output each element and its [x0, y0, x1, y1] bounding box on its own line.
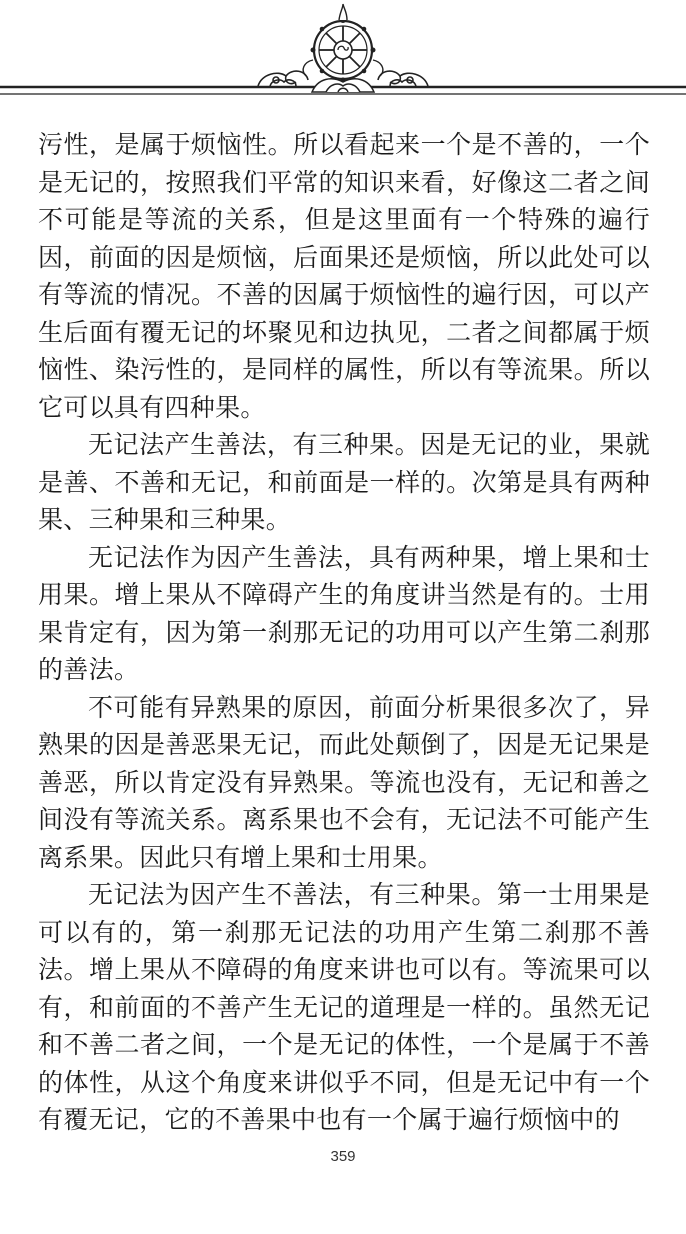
paragraph-3: 无记法作为因产生善法，具有两种果，增上果和士用果。增上果从不障碍产生的角度讲当然是有的。士用果肯定有，因为第一刹那无记的功用可以产生第二刹那的善法。 [38, 542, 650, 684]
page-header-ornament [0, 0, 686, 112]
dharma-wheel-icon [303, 4, 383, 83]
paragraph-4: 不可能有异熟果的原因，前面分析果很多次了，异熟果的因是善恶果无记，而此处颠倒了，因是无记果是善恶，所以肯定没有异熟果。等流也没有，无记和善之间没有等流关系。离系果也不会有，无记法不可能产生离系果。因此只有增上果和士用果。 [38, 692, 650, 872]
paragraph-1: 污性，是属于烦恼性。所以看起来一个是不善的，一个是无记的，按照我们平常的知识来看，好像这二者之间不可能是等流的关系，但是这里面有一个特殊的遍行因，前面的因是烦恼，后面果还是烦恼，所以此处可以有等流的情况。不善的因属于烦恼性的遍行因，可以产生后面有覆无记的坏聚见和边执见，二者之间都属于烦恼性、染污性的，是同样的属性，所以有等流果。所以它可以具有四种果。 [38, 130, 650, 422]
dharma-wheel-ornament-icon [0, 0, 686, 112]
left-cloud-scroll-icon [258, 71, 308, 86]
page-number: 359 [330, 1148, 356, 1165]
paragraph-5: 无记法为因产生不善法，有三种果。第一士用果是可以有的，第一刹那无记法的功用产生第二刹那不善法。增上果从不障碍的角度来讲也可以有。等流果可以有，和前面的不善产生无记的道理是一样的。虽然无记和不善二者之间，一个是无记的体性，一个是属于不善的体性，从这个角度来讲似乎不同，但是无记中有一个有覆无记，它的不善果中也有一个属于遍行烦恼中的 [38, 880, 650, 1134]
page-body-text [38, 126, 650, 1139]
right-cloud-scroll-icon [378, 71, 428, 86]
paragraph-2: 无记法产生善法，有三种果。因是无记的业，果就是善、不善和无记，和前面是一样的。次第是具有两种果、三种果和三种果。 [38, 430, 650, 534]
